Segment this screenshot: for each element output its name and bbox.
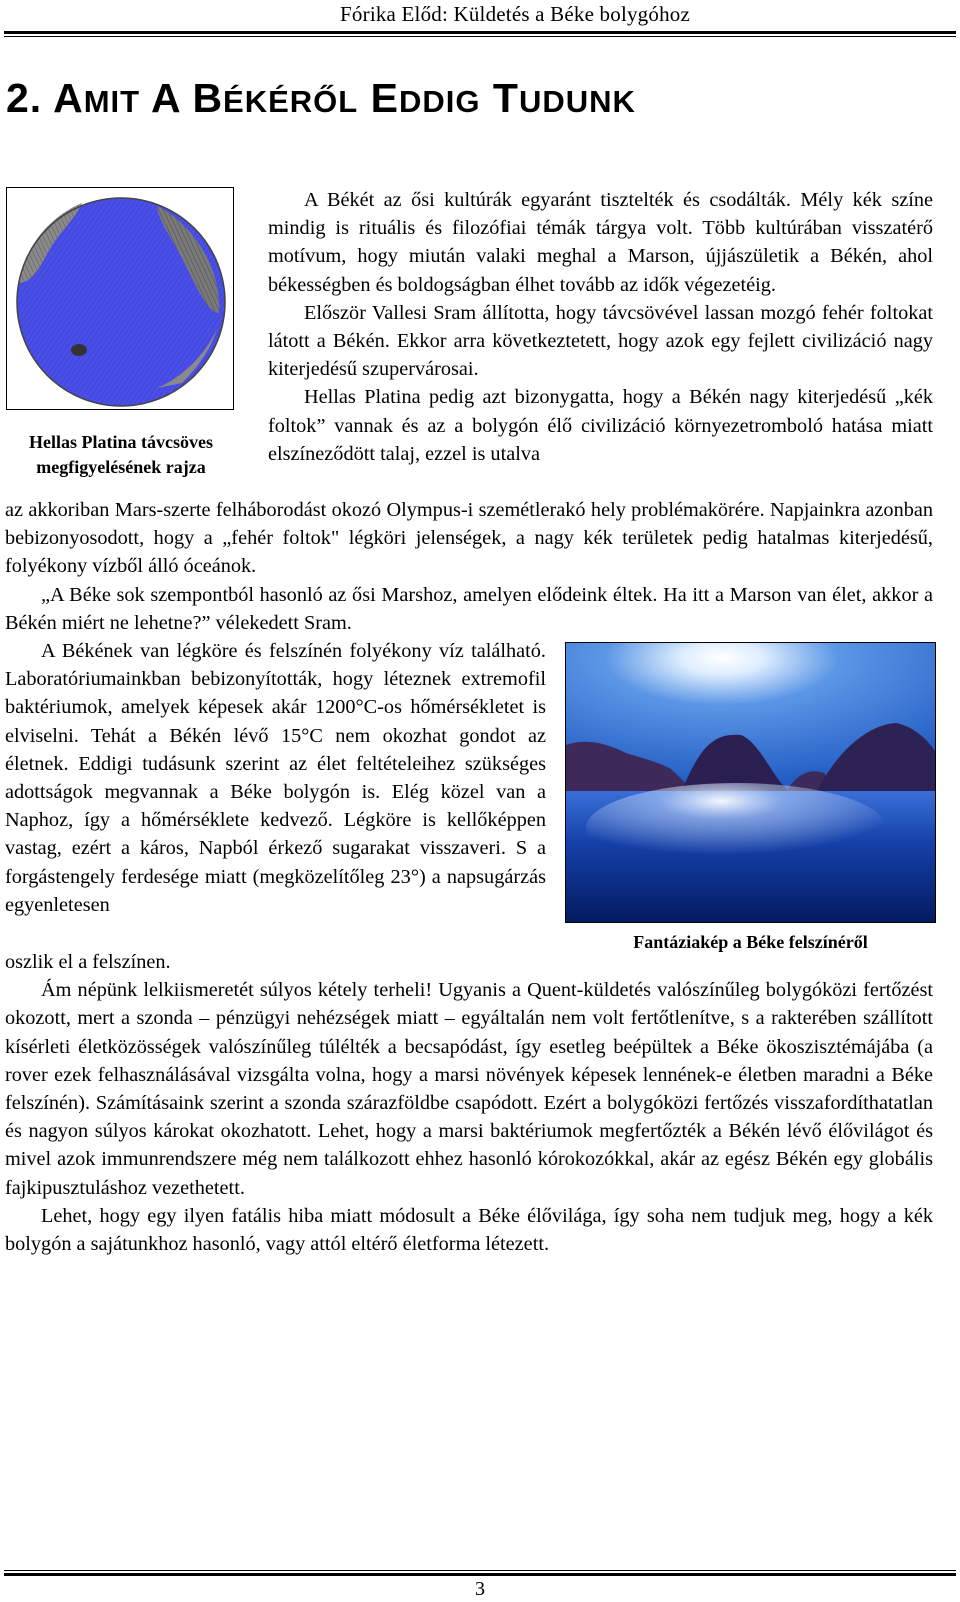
header-rule <box>4 31 956 34</box>
planet-drawing <box>7 188 232 408</box>
footer-rule-thin <box>4 1570 956 1571</box>
text-block-beside-drawing <box>268 186 933 468</box>
text-block-full-width-1 <box>5 496 933 637</box>
drawing-caption: Hellas Platina távcsöves megfigyelésének rajza <box>29 432 213 477</box>
surface-fantasy-image <box>565 642 936 923</box>
text-block-full-width-2 <box>5 948 933 1258</box>
paragraph-2: Először Vallesi Sram állította, hogy távcsövével lassan mozgó fehér foltokat látott a Békén. Ekkor arra következtetett, hogy azok egy fejlett civilizáció nagy kiterjedésű szupervárosai. <box>268 301 933 381</box>
paragraph-4-quote: „A Béke sok szempontból hasonló az ősi Marshoz, amelyen elődeink éltek. Ha itt a Marson van élet, akkor a Békén miért ne lehetne?” vélekedett Sram. <box>5 583 933 634</box>
chapter-title: 2. AMIT A BÉKÉRŐL EDDIG TUDUNK <box>6 75 636 121</box>
paragraph-6: Ám népünk lelkiismeretét súlyos kétely terheli! Ugyanis a Quent-küldetés valószínűleg bolygóközi fertőzést okozott, mert a szonda – pénzügyi nehézségek miatt – egyáltalán nem volt fertőtlenítve, s a rakterében szállított kísérleti életközösségek valószínűleg túlélték a becsapódást, így esetleg beépültek a Béke ökoszisztémájába (a rover ezek felhasználásával vizsgálta volna, hogy a marsi növények képesek lennének-e életben maradni a Béke felszínén). Számításaink szerint a szonda szárazföldbe csapódott. Ezért a bolygóközi fertőzés visszafordíthatatlan és nagyon súlyos károkat okozhatott. Lehet, hogy a marsi baktériumok megfertőzték a Békén lévő élővilágot és mivel azok immunrendszere még nem találkozott ehhez hasonló kórokozókkal, akár az egész Békén egy globális fajkipusztuláshoz vezethetett. <box>5 979 933 1199</box>
planet-drawing-figure <box>6 187 234 410</box>
paragraph-3-start: Hellas Platina pedig azt bizonygatta, hogy a Békén nagy kiterjedésű „kék foltok” vannak és az a bolygón élő civilizáció környezetromboló hatása miatt elszíneződött talaj, ezzel is utalva <box>268 386 933 465</box>
paragraph-5: A Békének van légköre és felszínén folyékony víz található. Laboratóriumainkban bebizonyították, hogy léteznek extremofil baktériumok, amelyek képesek akár 1200°C-os hőmérsékletet is elviselni. Tehát a Békén lévő 15°C nem okozhat gondot az életnek. Eddigi tudásunk szerint az élet feltételeihez szükséges adottságok megvannak a Béke bolygón is. Elég közel van a Naphoz, így a hőmérséklete kedvező. Légköre is kellőképpen vastag, ezért a káros, Napból érkező sugarakat visszaveri. S a forgástengely ferdesége miatt (megközelítőleg 23°) a napsugárzás egyenletesen <box>5 640 546 916</box>
text-block-beside-photo <box>5 637 546 919</box>
running-header: Fórika Előd: Küldetés a Béke bolygóhoz <box>340 2 690 26</box>
paragraph-7: Lehet, hogy egy ilyen fatális hiba miatt módosult a Béke élővilága, így soha nem tudjuk meg, hogy a kék bolygón a sajátunkhoz hasonló, vagy attól eltérő életforma létezett. <box>5 1204 933 1256</box>
paragraph-5-end: oszlik el a felszínen. <box>5 951 171 973</box>
paragraph-1: A Békét az ősi kultúrák egyaránt tisztelték és csodálták. Mély kék színe mindig is rituális és filozófiai témák tárgya volt. Több kultúrában visszatérő motívum, hogy miután valaki meghal a Marson, újjászületik a Békén, ahol békességben és boldogságban élhet tovább az idők végezetéig. <box>268 189 933 296</box>
header-rule-thin <box>4 36 956 37</box>
ocean-landscape-image <box>566 643 936 923</box>
footer-rule <box>4 1573 956 1576</box>
paragraph-3-end: az akkoriban Mars-szerte felháborodást okozó Olympus-i szemétlerakó hely problémakörére. Napjainkra azonban bebizonyosodott, hogy a „fehér foltok" légköri jelenségek, a nagy kék területek pedig hatalmas kiterjedésű, folyékony vízből álló óceánok. <box>5 499 933 578</box>
page-number: 3 <box>475 1578 485 1600</box>
photo-caption: Fantáziakép a Béke felszínéről <box>633 932 868 952</box>
